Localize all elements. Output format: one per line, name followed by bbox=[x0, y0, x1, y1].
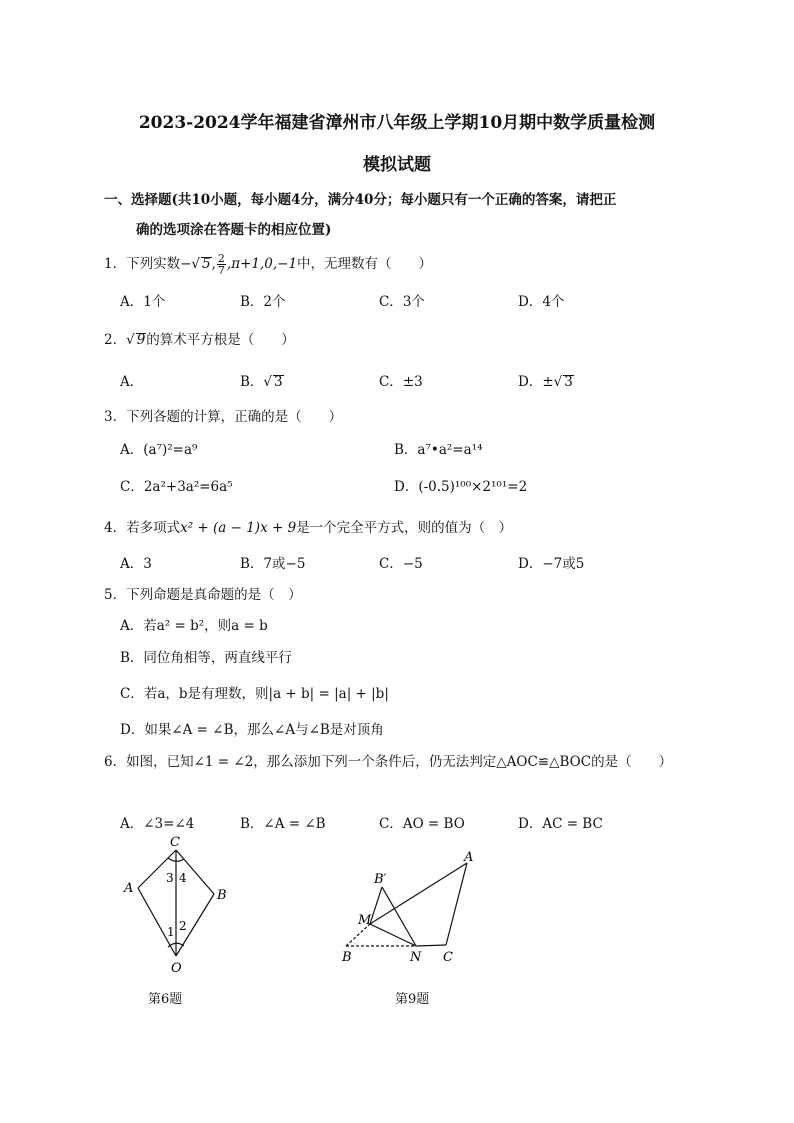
q2-prefix: 2． bbox=[104, 332, 127, 348]
q2-option-a: A． bbox=[120, 374, 144, 390]
fig6-angle-2: 2 bbox=[179, 919, 187, 933]
q1-option-d: D．4个 bbox=[518, 294, 565, 310]
q4-option-d: D．−7或5 bbox=[518, 556, 585, 572]
question-4 bbox=[104, 516, 512, 536]
fig6-label-c: C bbox=[170, 835, 180, 850]
q4-suffix: 是一个完全平方式，则的值为（ ） bbox=[296, 520, 513, 536]
fig6-label-b: B bbox=[217, 888, 227, 903]
question-2: 2．√ 9的算术平方根是（ ） bbox=[104, 332, 295, 348]
q1-frac-num: 2 bbox=[217, 252, 225, 265]
fig9-line-mbp bbox=[370, 887, 382, 924]
q3-option-c: C．2a²+3a²=6a⁵ bbox=[120, 479, 233, 495]
fig6-label-a: A bbox=[124, 881, 134, 896]
question-5: 5．下列命题是真命题的是（ ） bbox=[104, 587, 302, 603]
page-subtitle: 模拟试题 bbox=[363, 155, 431, 175]
q2-option-b: B．√ 3 bbox=[240, 374, 283, 390]
q4-prefix: 4．若多项式 bbox=[104, 520, 181, 536]
q1-rest: ,π+1,0,−1 bbox=[226, 256, 298, 272]
q3-option-d: D．(-0.5)¹⁰⁰×2¹⁰¹=2 bbox=[394, 479, 528, 495]
section-heading-line2: 确的选项涂在答题卡的相应位置) bbox=[136, 222, 332, 238]
figure-9-caption: 第9题 bbox=[395, 992, 430, 1007]
fig9-label-n: N bbox=[410, 950, 422, 965]
q4-option-c: C．−5 bbox=[379, 556, 423, 572]
q3-option-a: A．(a⁷)²=a⁹ bbox=[120, 442, 198, 458]
fig9-label-c: C bbox=[443, 950, 453, 965]
q5-option-b: B．同位角相等，两直线平行 bbox=[120, 650, 292, 666]
question-6: 6．如图，已知∠1 = ∠2，那么添加下列一个条件后，仍无法判定△AOC≌△BOC的是（ ） bbox=[104, 754, 673, 770]
q5-option-a: A．若a² = b²，则a = b bbox=[120, 618, 268, 634]
q1-fraction bbox=[217, 253, 226, 276]
figure-9-diagram bbox=[330, 845, 490, 970]
q5-option-c: C．若a，b是有理数，则|a + b| = |a| + |b| bbox=[120, 686, 389, 702]
q1-suffix: 中，无理数有（ ） bbox=[297, 256, 433, 272]
fig6-angle-3: 3 bbox=[166, 871, 174, 885]
q2-option-d-label: D．± bbox=[518, 374, 554, 390]
fig6-label-o: O bbox=[171, 961, 182, 976]
q2-option-c: C．±3 bbox=[379, 374, 423, 390]
page-title: 2023-2024学年福建省漳州市八年级上学期10月期中数学质量检测 bbox=[138, 113, 656, 133]
fig9-label-m: M bbox=[358, 913, 372, 928]
figure-6-caption: 第6题 bbox=[148, 992, 183, 1007]
fig9-label-b: B bbox=[342, 950, 352, 965]
q1-option-b: B．2个 bbox=[240, 294, 286, 310]
fig6-angle-1: 1 bbox=[167, 925, 175, 939]
q5-option-d: D．如果∠A = ∠B，那么∠A与∠B是对顶角 bbox=[120, 722, 384, 738]
q6-option-a: A．∠3=∠4 bbox=[120, 816, 195, 832]
question-1: 1．下列实数−√ 5, $\frac{2}{7}$ ,π+1,0,−1中，无理数有（ ） bbox=[104, 252, 433, 277]
q4-option-a: A．3 bbox=[120, 556, 152, 572]
q6-option-c: C．AO = BO bbox=[379, 816, 465, 832]
fig9-line-ac bbox=[446, 863, 467, 945]
q6-option-b: B．∠A = ∠B bbox=[240, 816, 326, 832]
q2-suffix: 的算术平方根是（ ） bbox=[146, 332, 295, 348]
q2-option-b-label: B． bbox=[240, 374, 264, 390]
section-heading-line1: 一、选择题(共10小题，每小题4分，满分40分；每小题只有一个正确的答案，请把正 bbox=[104, 192, 617, 208]
q4-expr: x² + (a − 1)x + 9 bbox=[180, 520, 297, 536]
q1-minus: − bbox=[180, 256, 192, 272]
q3-option-b: B．a⁷•a²=a¹⁴ bbox=[394, 442, 483, 458]
question-3: 3．下列各题的计算，正确的是（ ） bbox=[104, 409, 343, 425]
q1-sqrt: 5 bbox=[202, 256, 211, 272]
q1-prefix: 1．下列实数 bbox=[104, 256, 181, 272]
q2-sqrt: 9 bbox=[136, 332, 146, 348]
fig9-label-a: A bbox=[464, 850, 474, 865]
q1-option-a: A．1个 bbox=[120, 294, 166, 310]
fig9-line-nc bbox=[416, 945, 446, 946]
q1-option-c: C．3个 bbox=[379, 294, 425, 310]
fig9-label-bprime: B′ bbox=[374, 872, 387, 887]
fig9-line-bpn bbox=[382, 887, 416, 946]
q1-frac-den: 7 bbox=[217, 264, 225, 277]
q2-option-d-sqrt: 3 bbox=[564, 374, 573, 390]
figure-6-diagram bbox=[110, 830, 250, 980]
fig6-angle-4: 4 bbox=[179, 871, 187, 885]
q2-option-b-sqrt: 3 bbox=[274, 374, 283, 390]
q4-option-b: B．7或−5 bbox=[240, 556, 306, 572]
q2-option-d: D．±√ 3 bbox=[518, 374, 573, 390]
q6-option-d: D．AC = BC bbox=[518, 816, 603, 832]
